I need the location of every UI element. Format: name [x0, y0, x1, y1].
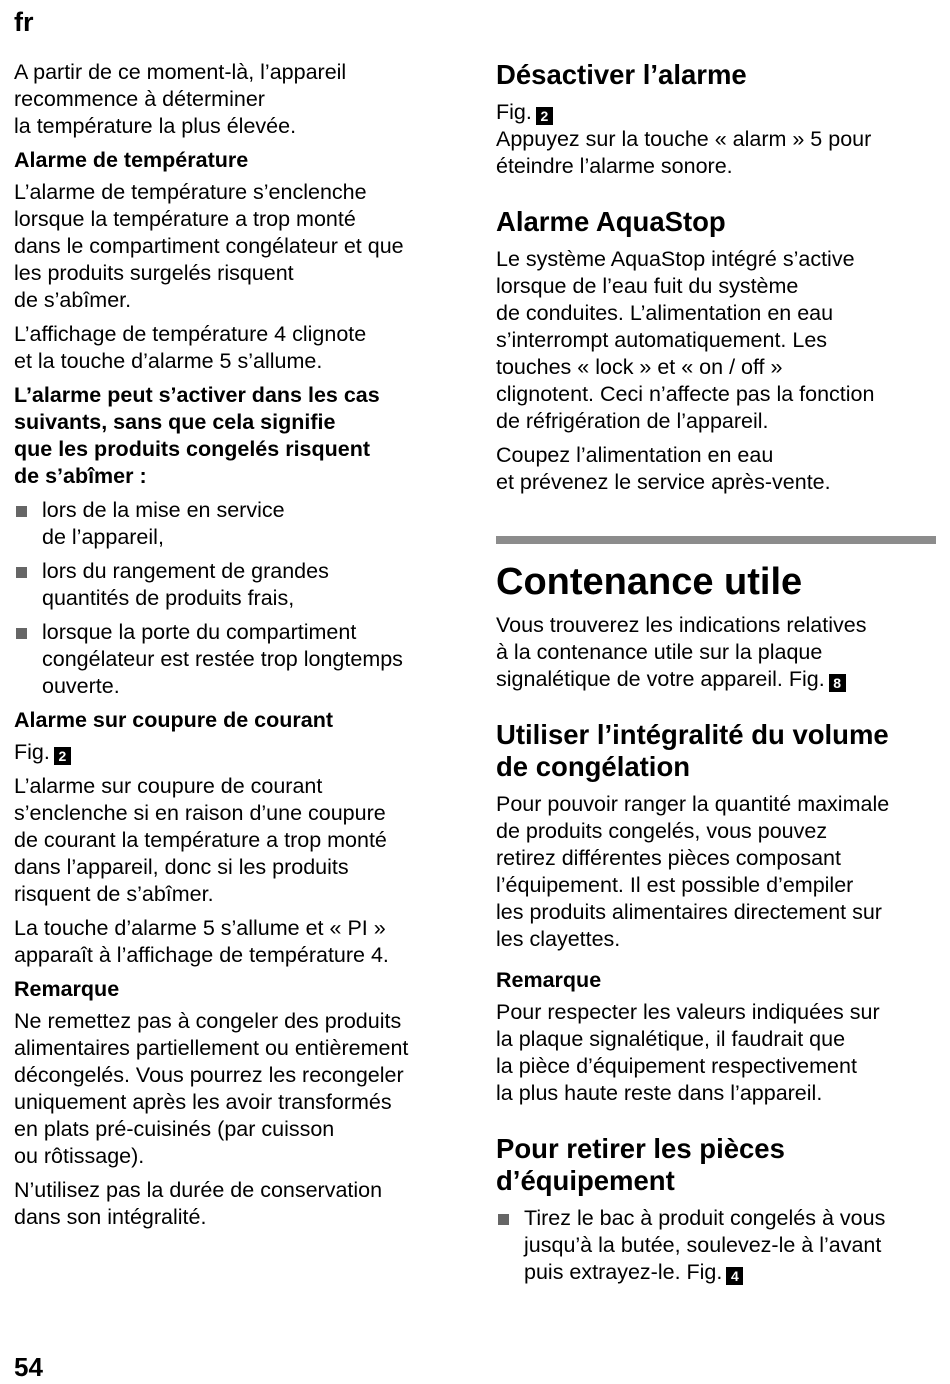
- alarm-cases-intro: L’alarme peut s’activer dans les cas suivants, sans que cela signifie que les produits congelés risquent de s’abîmer :: [14, 383, 380, 488]
- capacity-paragraph: [496, 612, 936, 693]
- section-divider: [496, 536, 936, 544]
- figure-reference: [496, 99, 936, 126]
- remove-parts-heading: Pour retirer les pièces d’équipement: [496, 1133, 785, 1196]
- temperature-alarm-paragraph: L’alarme de température s’enclenche lorsque la température a trop monté dans le compartiment congélateur et que les produits surgelés risquent de s’abîmer.: [14, 180, 404, 312]
- aquastop-action-paragraph: Coupez l’alimentation en eau et prévenez le service après-vente.: [496, 443, 831, 494]
- remove-parts-list: [496, 1205, 936, 1286]
- figure-number-badge: 2: [536, 107, 553, 125]
- storage-duration-paragraph: N’utilisez pas la durée de conservation dans son intégralité.: [14, 1178, 383, 1229]
- remark-heading: Remarque: [14, 977, 120, 1001]
- power-alarm-paragraph: L’alarme sur coupure de courant s’enclenche si en raison d’une coupure de courant la température a trop monté dans l’appareil, donc si les produits risquent de s’abîmer.: [14, 774, 387, 906]
- bullet-square-icon: [498, 1214, 509, 1225]
- figure-number-badge: 4: [726, 1267, 743, 1285]
- power-alarm-heading: Alarme sur coupure de courant: [14, 708, 333, 732]
- left-column: [14, 59, 459, 1238]
- figure-number-badge: 8: [829, 674, 846, 692]
- bullet-square-icon: [16, 506, 27, 517]
- list-item-text: Tirez le bac à produit congelés à vous jusqu’à la butée, soulevez-le à l’avant puis extrayez-le. Fig.: [524, 1206, 886, 1284]
- full-volume-heading: Utiliser l’intégralité du volume de congélation: [496, 719, 889, 782]
- capacity-heading: Contenance utile: [496, 561, 803, 603]
- language-tag: fr: [14, 7, 34, 37]
- list-item: [14, 497, 459, 551]
- remark-paragraph: Ne remettez pas à congeler des produits alimentaires partiellement ou entièrement décongelés. Vous pourrez les recongeler uniquement après les avoir transformés en plats pré-cuisinés (par cuisson ou rôtissage).: [14, 1009, 409, 1168]
- right-column: [496, 59, 936, 1293]
- page-number: 54: [14, 1352, 43, 1382]
- list-item-text: lors de la mise en service de l’appareil,: [42, 498, 285, 549]
- bullet-square-icon: [16, 567, 27, 578]
- power-alarm-display-paragraph: La touche d’alarme 5 s’allume et « PI » apparaît à l’affichage de température 4.: [14, 916, 389, 967]
- list-item-text: lorsque la porte du compartiment congélateur est restée trop longtemps ouverte.: [42, 620, 403, 698]
- list-item: [14, 558, 459, 612]
- figure-reference: [14, 739, 459, 766]
- remark-heading: Remarque: [496, 968, 602, 992]
- alarm-cases-list: [14, 497, 459, 700]
- intro-paragraph: A partir de ce moment-là, l’appareil recommence à déterminer la température la plus élevée.: [14, 60, 347, 138]
- remark-paragraph: Pour respecter les valeurs indiquées sur la plaque signalétique, il faudrait que la pièce d’équipement respectivement la plus haute reste dans l’appareil.: [496, 1000, 880, 1105]
- figure-label: Fig.: [14, 740, 50, 764]
- disable-alarm-paragraph: Appuyez sur la touche « alarm » 5 pour éteindre l’alarme sonore.: [496, 127, 872, 178]
- figure-number-badge: 2: [54, 747, 71, 765]
- disable-alarm-heading: Désactiver l’alarme: [496, 59, 747, 90]
- temperature-alarm-heading: Alarme de température: [14, 148, 249, 172]
- aquastop-paragraph: Le système AquaStop intégré s’active lorsque de l’eau fuit du système de conduites. L’alimentation en eau s’interrompt automatiquement. Les touches « lock » et « on / off » clignotent. Ceci n’affecte pas la fonction de réfrigération de l’appareil.: [496, 247, 875, 433]
- list-item: [14, 619, 459, 700]
- figure-label: Fig.: [496, 100, 532, 124]
- list-item-text: lors du rangement de grandes quantités de produits frais,: [42, 559, 329, 610]
- full-volume-paragraph: Pour pouvoir ranger la quantité maximale de produits congelés, vous pouvez retirez différentes pièces composant l’équipement. Il est possible d’empiler les produits alimentaires directement sur les clayettes.: [496, 792, 890, 951]
- temperature-display-paragraph: L’affichage de température 4 clignote et la touche d’alarme 5 s’allume.: [14, 322, 367, 373]
- capacity-text: Vous trouverez les indications relatives à la contenance utile sur la plaque signalétique de votre appareil. Fig.: [496, 613, 867, 691]
- list-item: [496, 1205, 936, 1286]
- bullet-square-icon: [16, 628, 27, 639]
- aquastop-heading: Alarme AquaStop: [496, 206, 726, 237]
